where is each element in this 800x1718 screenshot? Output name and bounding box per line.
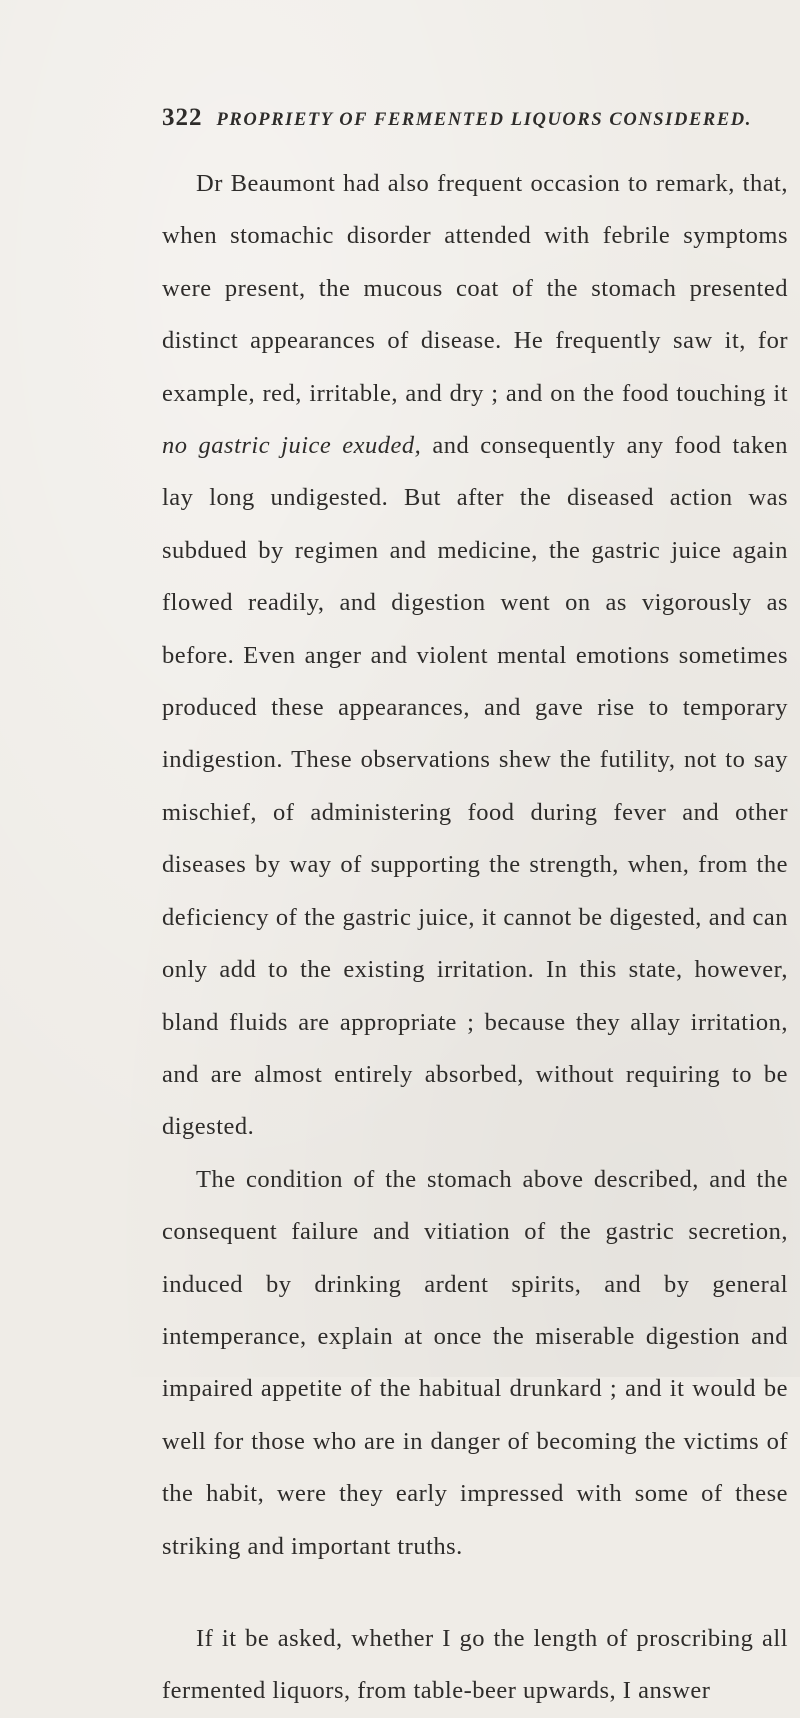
page-number: 322 [162, 104, 203, 131]
paragraph-1-text-b: and consequently any food taken lay long undigested. But after the diseased action was subdued by regimen and medicine, the gastric juice again flowed readily, and digestion went on as vigorously as before. Even anger and violent mental emotions sometimes produced these appearances, and gave rise to temporary indigestion. These observations shew the futility, not to say mischief, of administering food during fever and other diseases by way of supporting the strength, when, from the deficiency of the gastric juice, it cannot be digested, and can only add to the existing irritation. In this state, however, bland fluids are appropriate ; because they allay irritation, and are almost entirely absorbed, without requiring to be digested. [162, 432, 788, 1141]
body-text [162, 158, 788, 1718]
paragraph-1-text-a: Dr Beaumont had also frequent occasion to remark, that, when stomachic disorder attended with febrile symptoms were present, the mucous coat of the stomach presented distinct appearances of disease. He frequently saw it, for example, red, irritable, and dry ; and on the food touching it [162, 170, 788, 407]
paragraph-1 [162, 158, 788, 1154]
paragraph-2: The condition of the stomach above described, and the consequent failure and vitiation of the gastric secretion, induced by drinking ardent spirits, and by general intemperance, explain at once the miserable digestion and impaired appetite of the habitual drunkard ; and it would be well for those who are in danger of becoming the victims of the habit, were they early impressed with some of these striking and important truths. [162, 1165, 788, 1560]
page-header [162, 104, 782, 144]
paragraph-3: If it be asked, whether I go the length of proscribing all fermented liquors, from table-beer upwards, I answer [162, 1624, 788, 1705]
running-title: PROPRIETY OF FERMENTED LIQUORS CONSIDERED. [216, 110, 752, 130]
paragraph-1-italic: no gastric juice exuded, [162, 432, 422, 460]
